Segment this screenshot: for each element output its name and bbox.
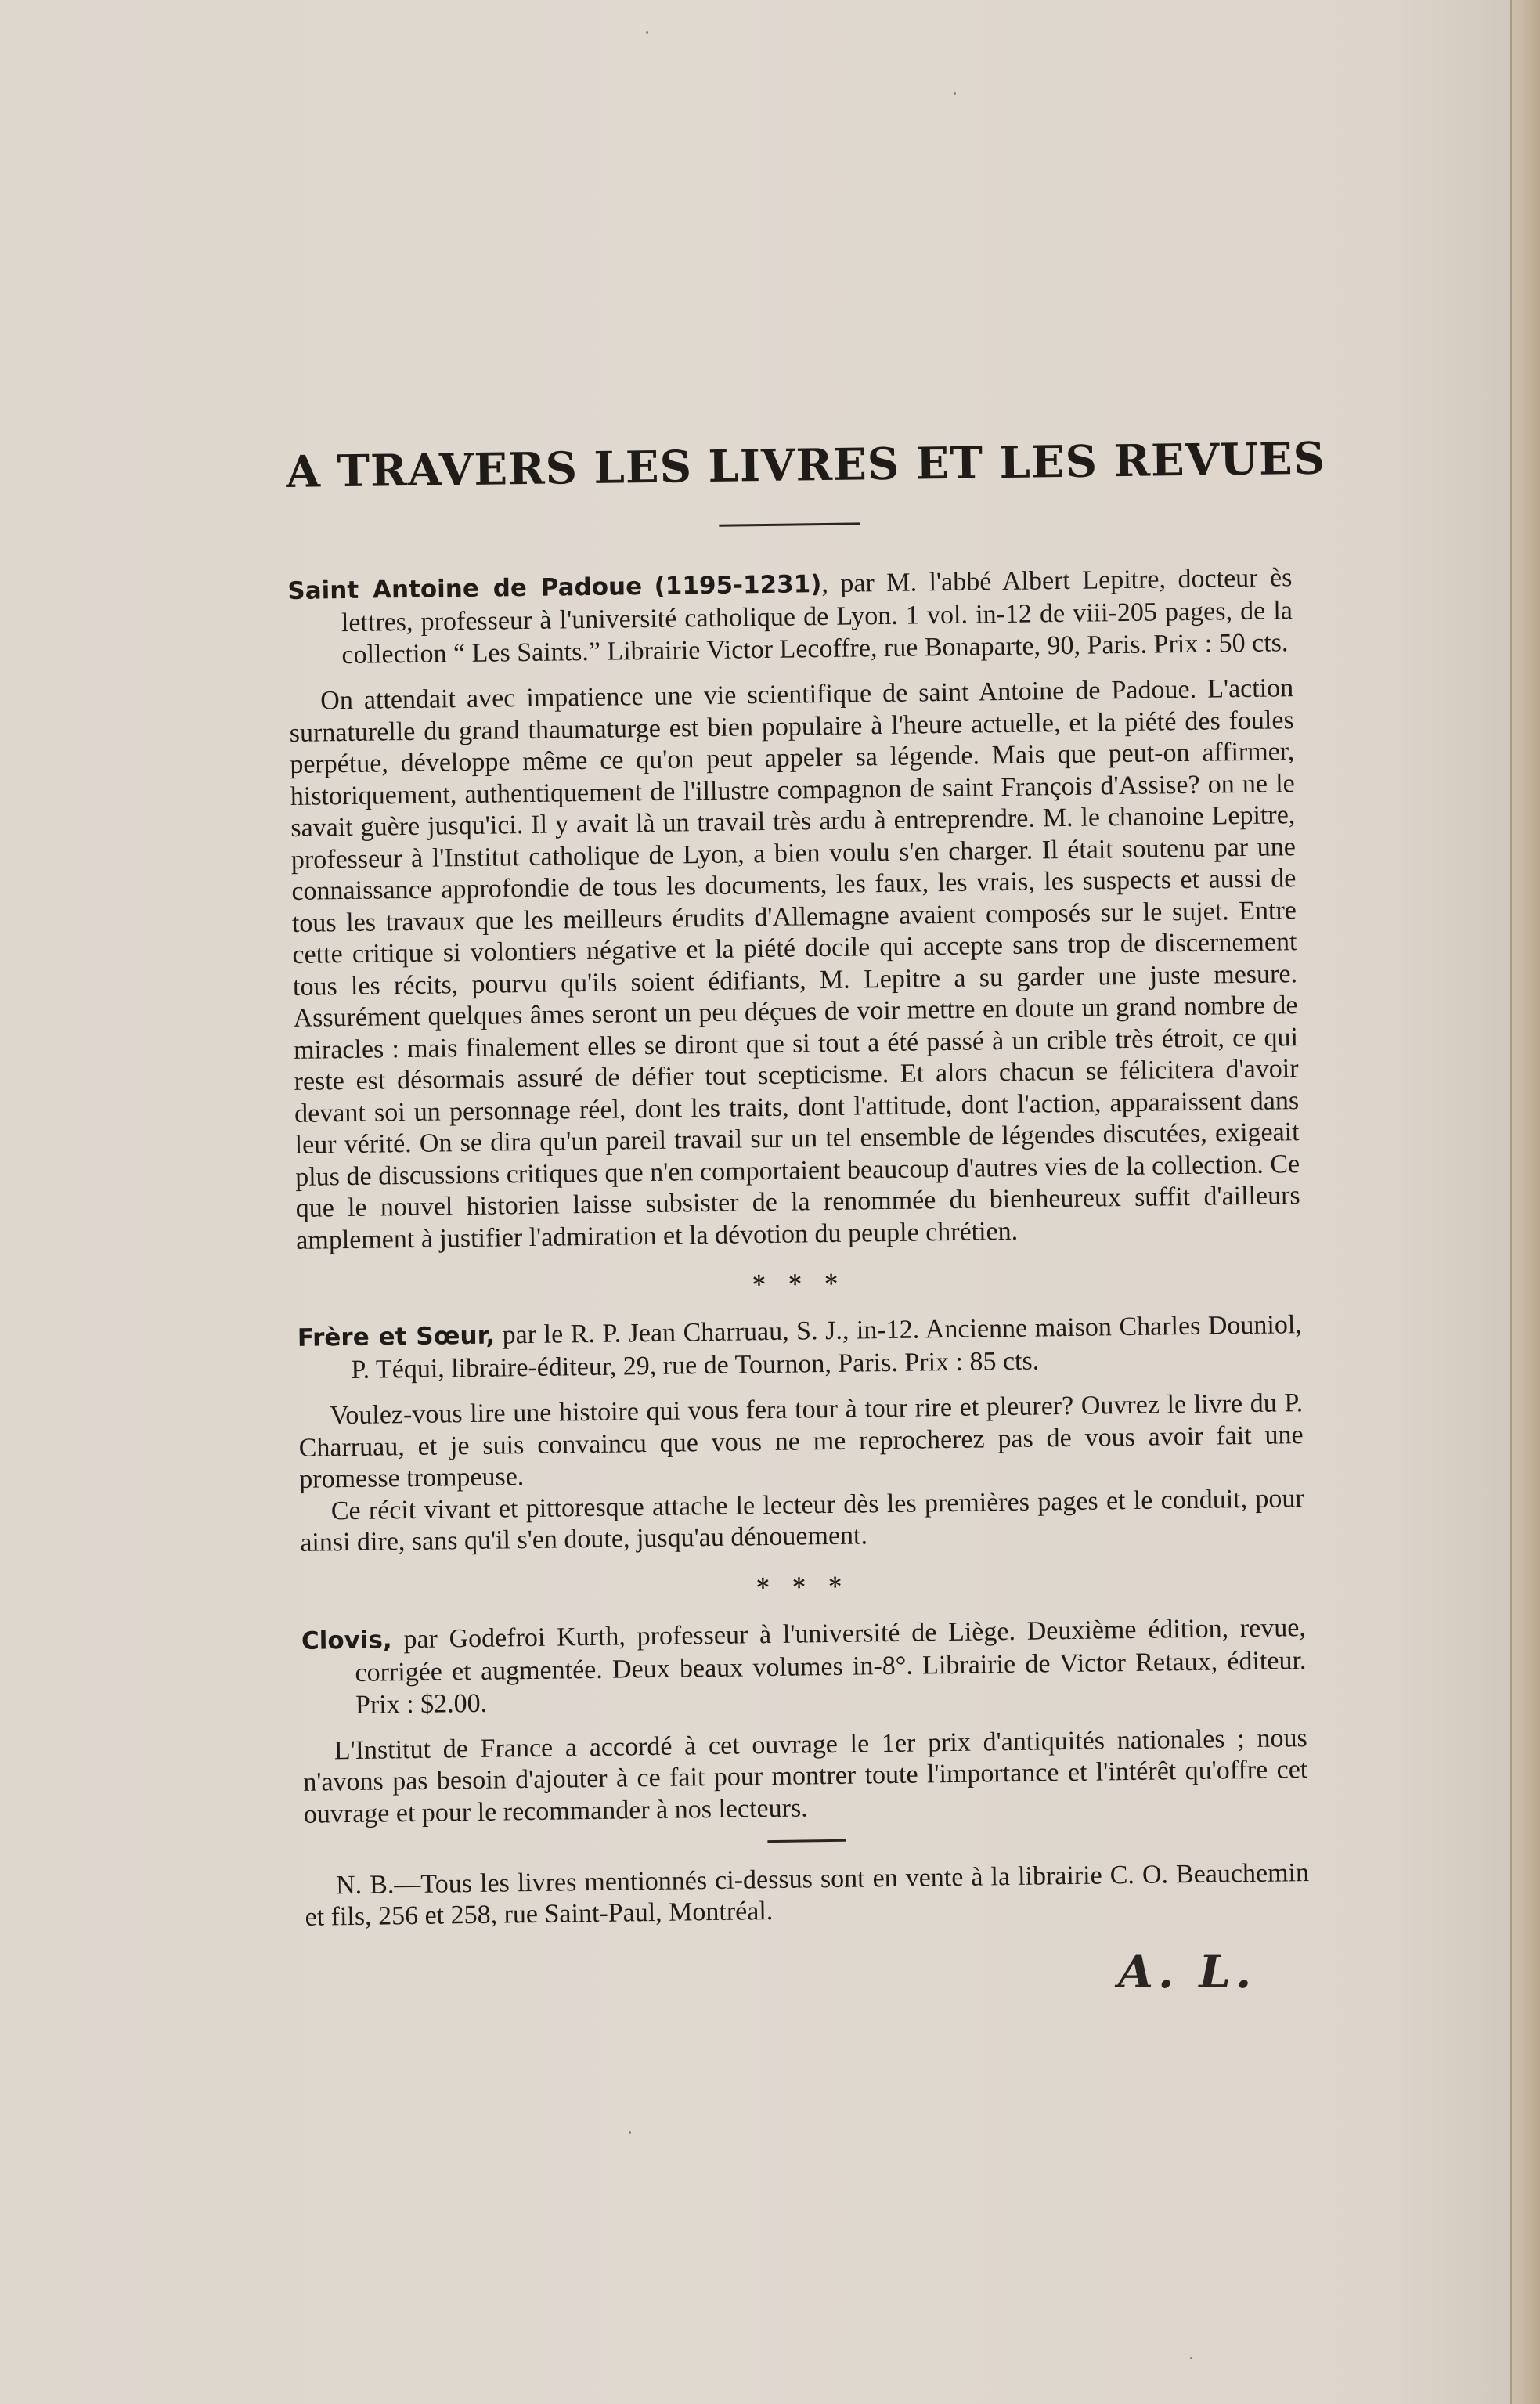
section-separator: * * * xyxy=(756,1572,849,1601)
review-paragraph: Voulez-vous lire une histoire qui vous fera tour à tour rire et pleurer? Ouvrez le livre du P. Charruau, et je suis convaincu que vous ne me reprocherez pas de vous avoir fait une promesse trompeuse. xyxy=(298,1388,1304,1495)
title-rule xyxy=(719,523,860,527)
book-title: Clovis, xyxy=(301,1626,392,1655)
page-title: A TRAVERS LES LIVRES ET LES REVUES xyxy=(286,432,1326,498)
entry-header xyxy=(301,1612,1307,1722)
paper-speck xyxy=(646,31,648,34)
paper-speck xyxy=(629,2131,631,2134)
paper-speck xyxy=(954,92,956,95)
entry-header xyxy=(287,561,1293,672)
paper-speck xyxy=(1190,2357,1192,2359)
review-entry-1 xyxy=(287,561,1300,1257)
book-details: par Godefroi Kurth, professeur à l'université de Liège. Deuxième édition, revue, corrigée et augmentée. Deux beaux volumes in-8°. Librairie de Victor Retaux, éditeur. Prix : $2.00. xyxy=(355,1612,1307,1720)
book-details: par le R. P. Jean Charruau, S. J., in-12. Ancienne maison Charles Douniol, P. Téqui, libraire-éditeur, 29, rue de Tournon, Paris. Prix : 85 cts. xyxy=(351,1310,1303,1385)
book-dates: (1195-1231) xyxy=(654,570,822,601)
footer-rule xyxy=(767,1839,846,1843)
page-edge xyxy=(1510,0,1540,2404)
entry-header xyxy=(298,1308,1303,1387)
footer-note: N. B.—Tous les livres mentionnés ci-dessus sont en vente à la librairie C. O. Beauchemin et fils, 256 et 258, rue Saint-Paul, Montréal. xyxy=(305,1858,1310,1933)
book-title: Frère et Sœur, xyxy=(297,1321,496,1353)
section-separator: * * * xyxy=(752,1269,846,1299)
review-entry-3 xyxy=(301,1612,1308,1831)
signature: A. L. xyxy=(1118,1945,1257,1998)
book-details: , par M. l'abbé Albert Lepitre, docteur ès lettres, professeur à l'université catholique de Lyon. 1 vol. in-12 de viii-205 pages, de la collection “ Les Saints.” Librairie Victor Lecoffre, rue Bonaparte, 90, Paris. Prix : 50 cts. xyxy=(341,563,1293,670)
article-column xyxy=(286,432,1326,1933)
review-paragraph: On attendait avec impatience une vie scientifique de saint Antoine de Padoue. L'action surnaturelle du grand thaumaturge est bien populaire à l'heure actuelle, et la piété des foules perpétue, développe même ce qu'on peut appeler sa légende. Mais que peut-on affirmer, historiquement, authentiquement de l'illustre compagnon de saint François d'Assise? on ne le savait guère jusqu'ici. Il y avait là un travail très ardu à entreprendre. M. le chanoine Lepitre, professeur à l'Institut catholique de Lyon, a bien voulu s'en charger. Il était soutenu par une connaissance approfondie de tous les documents, les faux, les vrais, les suspects et aussi de tous les travaux que les meilleurs érudits d'Allemagne avaient composés sur le sujet. Entre cette critique si volontiers négative et la piété docile qui accepte sans trop de discernement tous les récits, pourvu qu'ils soient édifiants, M. Lepitre a su garder une juste mesure. Assurément quelques âmes seront un peu déçues de voir mettre en doute un grand nombre de miracles : mais finalement elles se diront que si tout a été passé à un crible très étroit, ce qui reste est désormais assuré de défier tout scepticisme. Et alors chacun se félicitera d'avoir devant soi un personnage réel, dont les traits, dont l'attitude, dont l'action, apparaissent dans leur vérité. On se dira qu'un pareil travail sur un tel ensemble de légendes discutées, exigeait plus de discussions critiques que n'en comportaient beaucoup d'autres vies de la collection. Ce que le nouvel historien laisse subsister de la renommée du bienheureux suffit d'ailleurs amplement à justifier l'admiration et la dévotion du peuple chrétien. xyxy=(289,673,1300,1255)
review-paragraph: Ce récit vivant et pittoresque attache le lecteur dès les premières pages et le conduit, pour ainsi dire, sans qu'il s'en doute, jusqu'au dénouement. xyxy=(300,1483,1304,1558)
book-title: Saint Antoine de Padoue xyxy=(287,572,643,606)
review-paragraph: L'Institut de France a accordé à cet ouvrage le 1er prix d'antiquités nationales ; nous n'avons pas besoin d'ajouter à ce fait pour montrer toute l'importance et l'intérêt qu'offre cet ouvrage et pour le recommander à nos lecteurs. xyxy=(303,1723,1308,1829)
review-entry-2 xyxy=(298,1308,1305,1559)
